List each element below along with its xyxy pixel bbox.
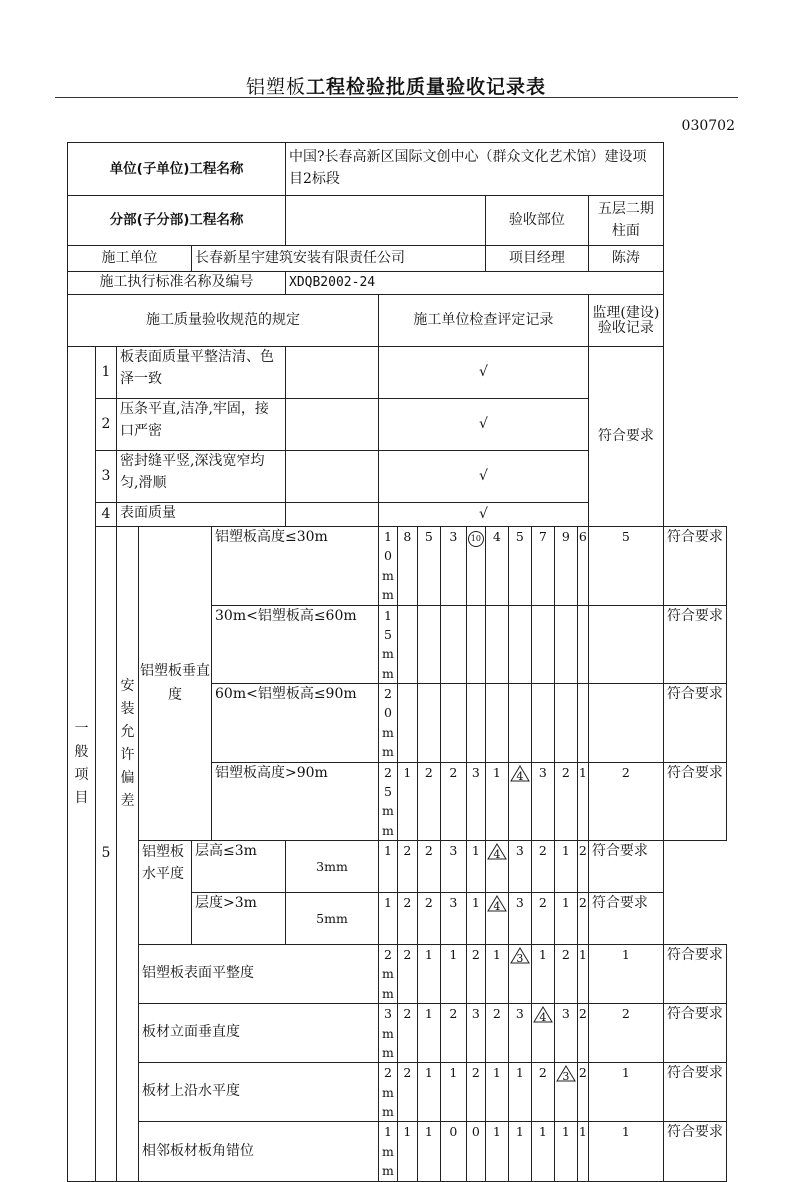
tolerance-value: 2mm [379,1063,398,1122]
measured-value: 1 [440,945,466,1004]
triangle-value-text: 4 [493,848,501,861]
deviation-item-name: 板材上沿水平度 [139,1063,379,1122]
measured-value: 2 [531,841,554,893]
measured-value: 6 [577,527,588,606]
deviation-item-name: 相邻板材板角错位 [139,1122,379,1181]
deviation-row [68,1004,727,1063]
circled-value: 10 [468,531,484,547]
item-number: 4 [96,503,117,527]
measured-value: 3 [508,893,531,945]
measured-value [485,684,508,763]
project-name-value: 中国?长春高新区国际文创中心（群众文化艺术馆）建设项目2标段 [286,143,664,196]
supervision-column-header: 监理(建设)验收记录 [588,295,663,347]
measured-value: 1 [554,893,577,945]
measured-value [397,605,417,684]
measured-value: 1 [397,762,417,841]
project-name-label: 单位(子单位)工程名称 [68,143,286,196]
measured-value: 1 [554,1122,577,1181]
measured-value [554,605,577,684]
deviation-item-name: 层度>3m [192,893,286,945]
general-item-row [68,347,727,399]
deviation-result: 符合要求 [663,1122,726,1181]
deviation-result: 符合要求 [663,684,726,763]
measured-value [554,1063,577,1122]
measured-value: 4 [485,527,508,606]
deviation-result: 符合要求 [588,841,663,893]
measured-value: 1 [466,841,485,893]
measured-value: 2 [417,841,440,893]
measured-value: 7 [531,527,554,606]
measured-value: 1 [417,1063,440,1122]
measured-value: 1 [531,1122,554,1181]
inspection-table [67,142,727,1182]
measured-value: 1 [508,1063,531,1122]
tolerance-value: 2mm [379,945,398,1004]
deviation-result: 符合要求 [663,1004,726,1063]
general-items-label: 一般项目 [68,347,96,1182]
measured-value: 2 [485,1004,508,1063]
measured-value: 1 [379,841,398,893]
item-description: 密封缝平竖,深浅宽窄均匀,滑顺 [117,451,286,503]
measured-value: 2 [440,762,466,841]
measured-value [417,684,440,763]
measured-value: 0 [440,1122,466,1181]
measured-value: 3 [554,1004,577,1063]
item-description: 板表面质量平整洁清、色泽一致 [117,347,286,399]
item-check-mark: √ [379,347,589,399]
measured-value: 2 [577,841,588,893]
measured-value: 1 [577,1122,588,1181]
deviation-row [68,945,727,1004]
measured-value [440,605,466,684]
measured-value: 2 [417,893,440,945]
deviation-row [68,1122,727,1181]
measured-value: 1 [588,1063,663,1122]
page-title [0,72,792,99]
item-spec-blank [286,347,379,399]
division-name-value [286,196,486,246]
measured-value [577,605,588,684]
measured-value: 2 [577,1004,588,1063]
measured-value: 3 [466,1004,485,1063]
measured-value [417,605,440,684]
deviation-row [68,527,727,606]
triangle-value-text: 3 [516,952,524,965]
measured-value [531,684,554,763]
contractor-value: 长春新星宇建筑安装有限责任公司 [192,246,486,272]
deviation-row [68,1063,727,1122]
measured-value: 1 [485,945,508,1004]
deviation-item-name: 层高≤3m [192,841,286,893]
level-group-label: 铝塑板水平度 [139,841,192,945]
title-prefix: 铝塑板 [245,76,306,98]
deviation-result: 符合要求 [663,945,726,1004]
measured-value: 2 [554,945,577,1004]
measured-value: 3 [531,762,554,841]
measured-value: 2 [397,893,417,945]
project-manager-label: 项目经理 [485,246,588,272]
measured-value: 8 [397,527,417,606]
item-check-mark: √ [379,503,589,527]
inspection-part-value: 五层二期柱面 [588,196,663,246]
measured-value [508,684,531,763]
tolerance-value: 10mm [379,527,398,606]
inspection-part-label: 验收部位 [485,196,588,246]
measured-value: 2 [531,893,554,945]
measured-value: 2 [440,1004,466,1063]
deviation-item-name: 铝塑板高度>90m [212,762,379,841]
standard-value: XDQB2002-24 [286,272,664,295]
measured-value: 5 [508,527,531,606]
deviation-item-number: 5 [96,527,117,1182]
deviation-item-name: 铝塑板表面平整度 [139,945,379,1004]
spec-column-header: 施工质量验收规范的规定 [68,295,379,347]
measured-value [577,684,588,763]
measured-value: 1 [417,1004,440,1063]
measured-value: 2 [397,1004,417,1063]
tolerance-value: 25mm [379,762,398,841]
deviation-result: 符合要求 [588,893,663,945]
measured-value: 1 [485,1063,508,1122]
triangle-marked-value [487,843,507,860]
measured-value [554,684,577,763]
measured-value: 2 [417,762,440,841]
measured-value [531,605,554,684]
measured-value [508,945,531,1004]
deviation-result: 符合要求 [663,762,726,841]
measured-value: 2 [466,945,485,1004]
tolerance-value: 20mm [379,684,398,763]
measured-value: 1 [397,1122,417,1181]
measured-value: 3 [508,841,531,893]
measured-value: 2 [531,1063,554,1122]
measured-value: 2 [554,762,577,841]
triangle-value-text: 4 [539,1011,547,1025]
item-spec-blank [286,451,379,503]
measured-value [397,684,417,763]
measured-value: 3 [440,527,466,606]
measured-value: 1 [508,1122,531,1181]
measured-value: 9 [554,527,577,606]
title-rule [55,97,738,98]
triangle-marked-value [510,765,530,782]
title-main: 工程检验批质量验收记录表 [306,76,547,98]
deviation-item-name: 60m<铝塑板高≤90m [212,684,379,763]
item-description: 表面质量 [117,503,286,527]
measured-value: 1 [577,762,588,841]
measured-value [508,605,531,684]
measured-value [466,605,485,684]
measured-value [466,527,485,606]
measured-value [466,684,485,763]
measured-value: 3 [508,1004,531,1063]
measured-value: 3 [440,893,466,945]
measured-value [440,684,466,763]
division-name-label: 分部(子分部)工程名称 [68,196,286,246]
tolerance-value: 1mm [379,1122,398,1181]
item-check-mark: √ [379,451,589,503]
item-description: 压条平直,洁净,牢固，接口严密 [117,399,286,451]
triangle-marked-value [487,895,507,912]
item-check-mark: √ [379,399,589,451]
triangle-value-text: 4 [516,769,524,783]
item-spec-blank [286,399,379,451]
contractor-label: 施工单位 [68,246,192,272]
measured-value: 2 [397,945,417,1004]
measured-value: 2 [588,1004,663,1063]
tolerance-value: 15mm [379,605,398,684]
measured-value [588,684,663,763]
triangle-marked-value [533,1006,553,1023]
measured-value [508,762,531,841]
item-spec-blank [286,503,379,527]
deviation-row [68,841,727,893]
triangle-marked-value [556,1065,576,1082]
measured-value: 2 [577,893,588,945]
item-number: 1 [96,347,117,399]
measured-value: 1 [440,1063,466,1122]
measured-value [531,1004,554,1063]
measured-value: 1 [577,945,588,1004]
form-code: 030702 [681,118,735,134]
item-number: 3 [96,451,117,503]
check-column-header: 施工单位检查评定记录 [379,295,589,347]
standard-label: 施工执行标准名称及编号 [68,272,286,295]
deviation-result: 符合要求 [663,527,726,606]
measured-value: 2 [397,1063,417,1122]
measured-value: 1 [485,1122,508,1181]
measured-value: 1 [588,1122,663,1181]
measured-value [588,605,663,684]
measured-value: 2 [466,1063,485,1122]
measured-value: 2 [588,762,663,841]
tolerance-value: 3mm [286,841,379,893]
triangle-value-text: 4 [493,900,501,913]
tolerance-value: 3mm [379,1004,398,1063]
measured-value: 1 [485,762,508,841]
measured-value: 3 [466,762,485,841]
measured-value: 5 [588,527,663,606]
measured-value: 3 [440,841,466,893]
measured-value [485,841,508,893]
measured-value: 1 [379,893,398,945]
deviation-item-name: 铝塑板高度≤30m [212,527,379,606]
general-conform-result: 符合要求 [588,347,663,527]
measured-value: 2 [397,841,417,893]
measured-value: 1 [417,1122,440,1181]
measured-value: 1 [554,841,577,893]
vertical-group-label: 铝塑板垂直度 [139,527,212,841]
measured-value [485,605,508,684]
deviation-item-name: 板材立面垂直度 [139,1004,379,1063]
deviation-result: 符合要求 [663,605,726,684]
measured-value: 0 [466,1122,485,1181]
deviation-result: 符合要求 [663,1063,726,1122]
tolerance-value: 5mm [286,893,379,945]
project-manager-value: 陈涛 [588,246,663,272]
measured-value [485,893,508,945]
deviation-label: 安装允许偏差 [117,527,139,1182]
triangle-marked-value [510,947,530,964]
measured-value: 1 [531,945,554,1004]
deviation-item-name: 30m<铝塑板高≤60m [212,605,379,684]
measured-value: 1 [588,945,663,1004]
measured-value: 2 [577,1063,588,1122]
measured-value: 5 [417,527,440,606]
item-number: 2 [96,399,117,451]
triangle-value-text: 3 [562,1070,570,1084]
measured-value: 1 [466,893,485,945]
measured-value: 1 [417,945,440,1004]
